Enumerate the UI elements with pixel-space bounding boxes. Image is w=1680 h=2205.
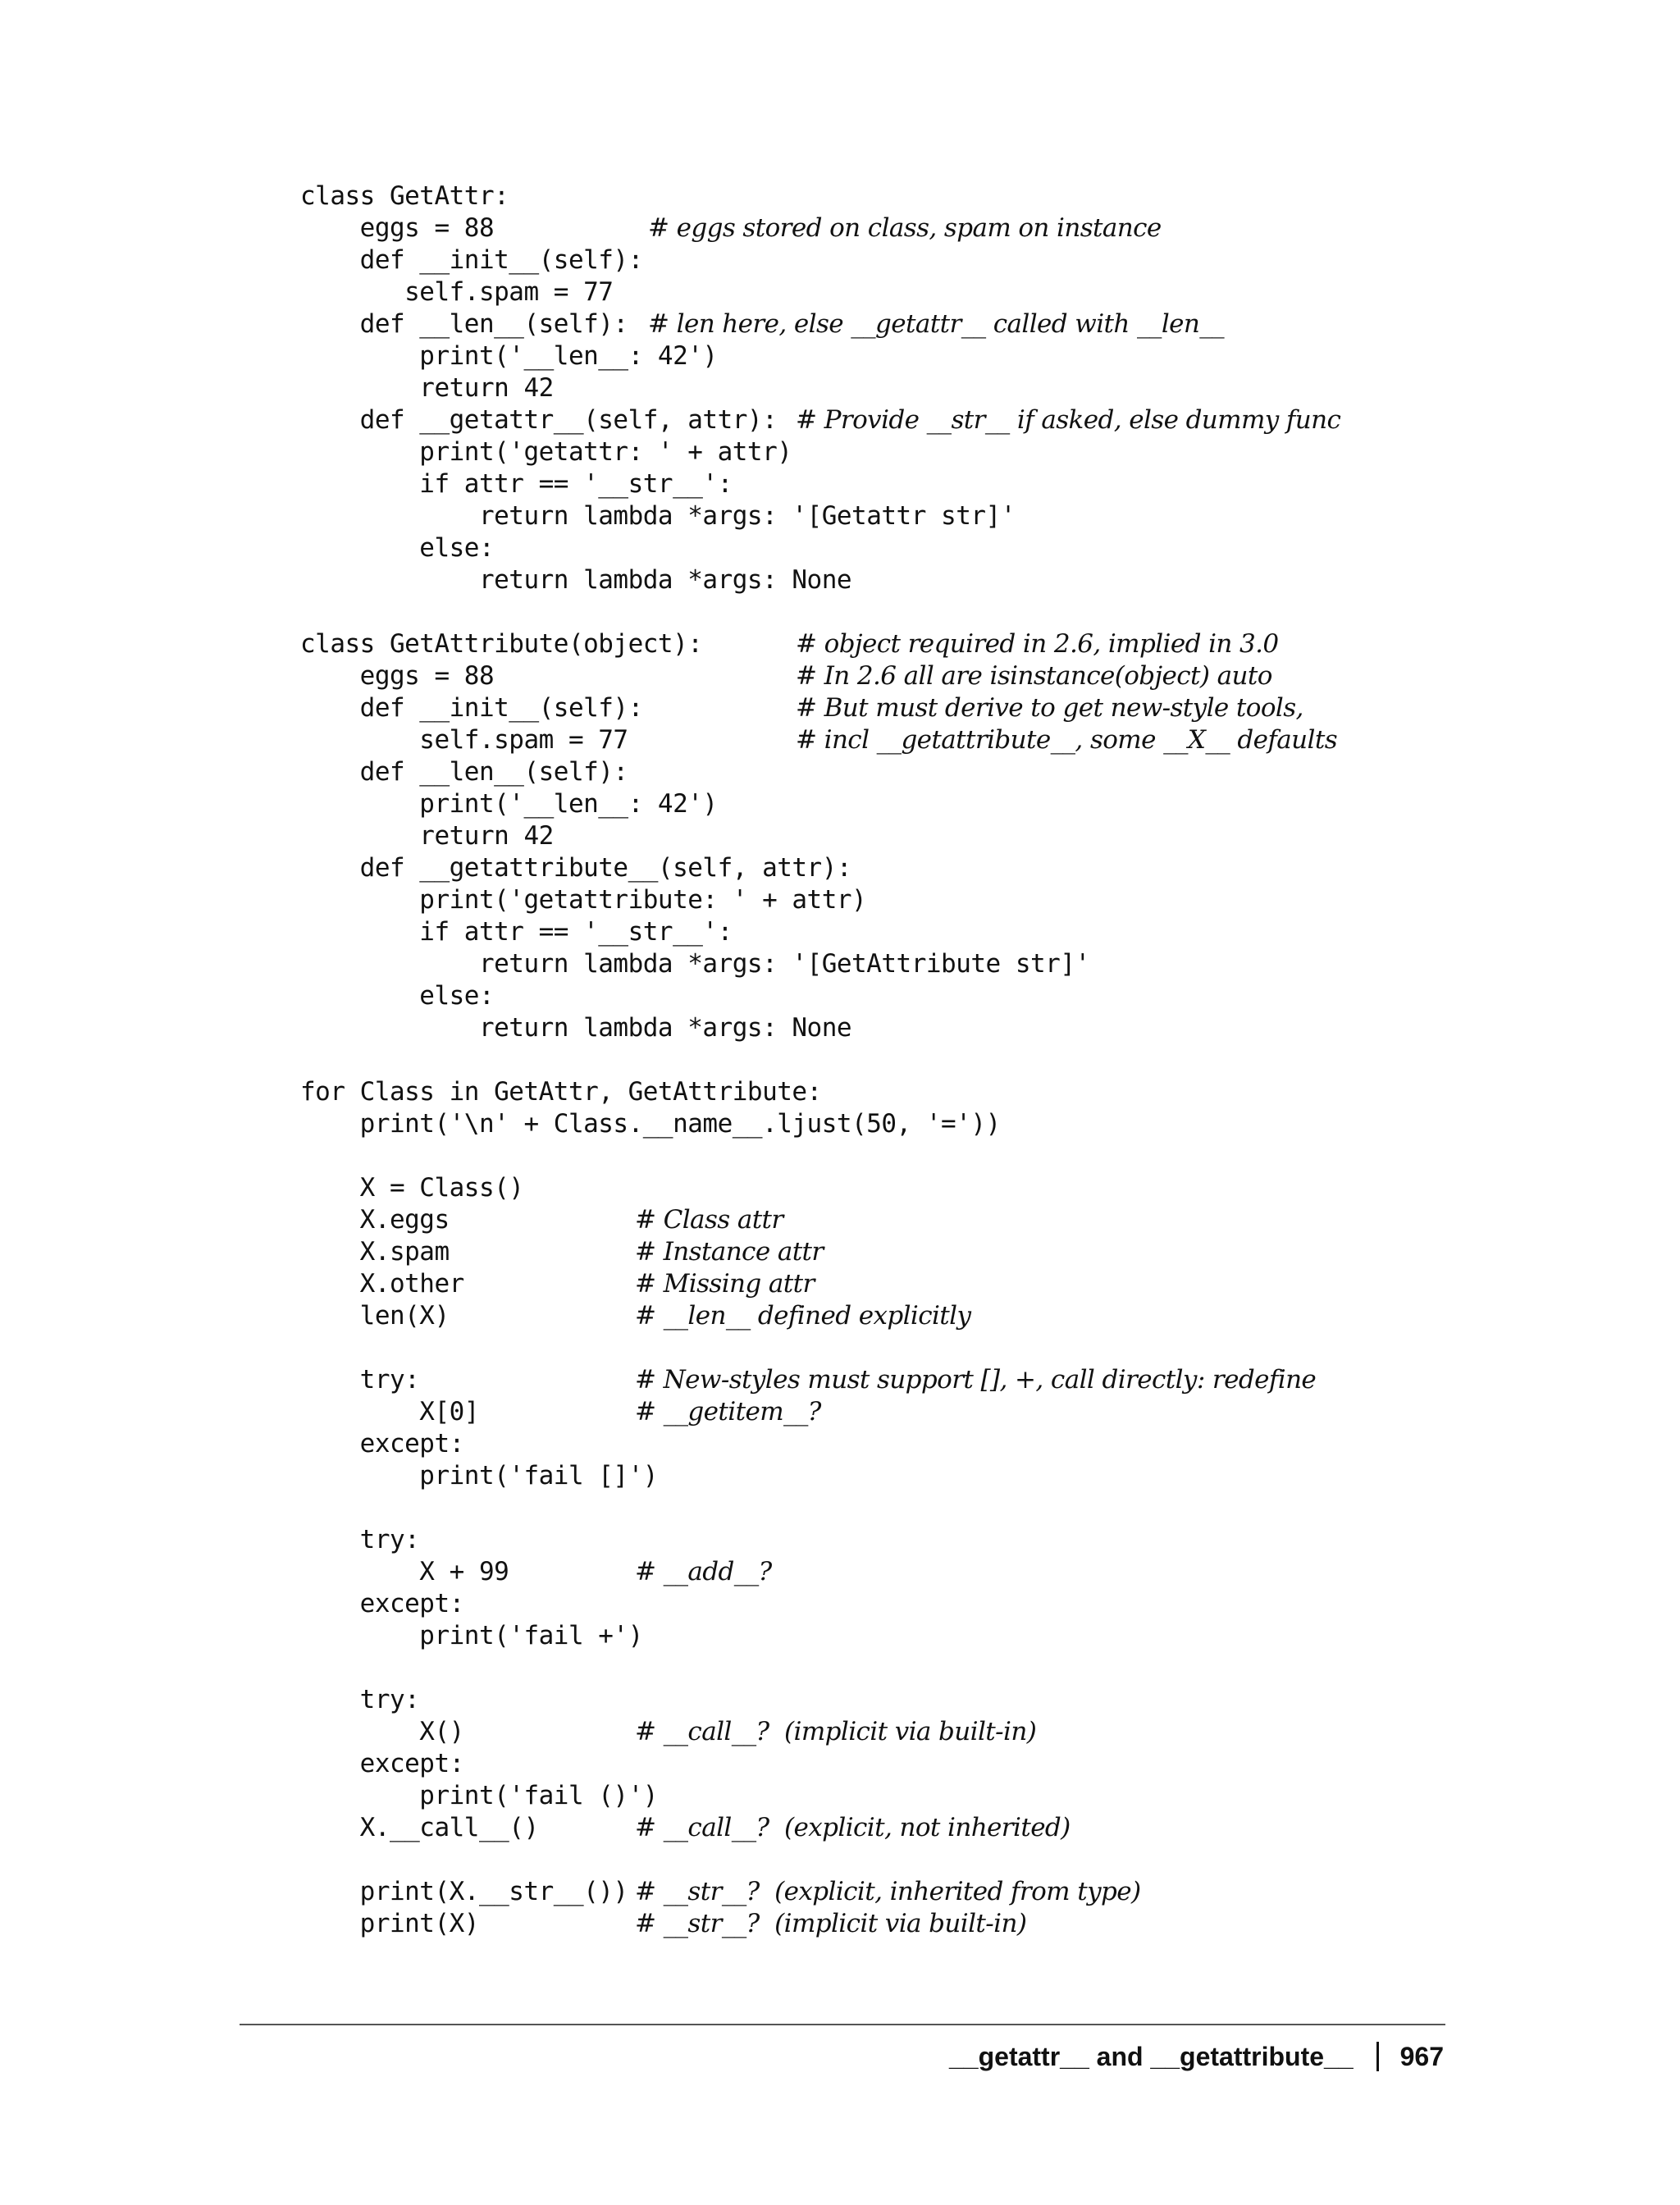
code-text: X.spam <box>300 1237 450 1267</box>
code-text: class GetAttr: <box>300 181 509 211</box>
code-comment: # __str__? (explicit, inherited from type) <box>635 1877 1141 1906</box>
footer-rule <box>240 2024 1445 2025</box>
code-text: print(X.__str__()) <box>300 1877 628 1906</box>
code-line <box>300 276 1646 308</box>
code-line <box>300 980 1646 1012</box>
code-line <box>300 1332 1646 1364</box>
code-text: except: <box>300 1749 464 1778</box>
code-line <box>300 404 1646 436</box>
code-text: return lambda *args: None <box>300 565 852 595</box>
code-line <box>300 724 1646 756</box>
code-text: return 42 <box>300 821 554 851</box>
code-comment: # len here, else __getattr__ called with __len__ <box>648 309 1225 339</box>
code-line <box>300 788 1646 820</box>
code-comment: # __str__? (implicit via built-in) <box>635 1909 1027 1938</box>
code-text: print('fail +') <box>300 1621 643 1650</box>
code-comment: # Class attr <box>635 1205 783 1235</box>
code-text: self.spam = 77 <box>300 725 628 755</box>
code-comment: # Instance attr <box>635 1237 824 1267</box>
code-comment: # eggs stored on class, spam on instance <box>648 213 1162 243</box>
code-text: else: <box>300 981 495 1011</box>
code-comment: # __len__ defined explicitly <box>635 1301 971 1331</box>
code-line <box>300 212 1646 244</box>
code-line <box>300 1428 1646 1460</box>
code-line <box>300 1556 1646 1588</box>
code-line <box>300 1140 1646 1172</box>
code-line <box>300 1108 1646 1140</box>
code-line <box>300 852 1646 884</box>
code-text: X.other <box>300 1269 464 1299</box>
code-line <box>300 500 1646 532</box>
page-number: 967 <box>1399 2042 1444 2071</box>
code-line <box>300 1076 1646 1108</box>
code-text: print('__len__: 42') <box>300 789 718 819</box>
code-text: try: <box>300 1685 420 1714</box>
code-text: def __getattr__(self, attr): <box>300 405 778 435</box>
code-line <box>300 1748 1646 1780</box>
code-line <box>300 1812 1646 1844</box>
code-line <box>300 1364 1646 1396</box>
code-line <box>300 692 1646 724</box>
code-text: def __init__(self): <box>300 245 643 275</box>
code-line <box>300 340 1646 372</box>
code-text: def __len__(self): <box>300 309 628 339</box>
code-text: def __getattribute__(self, attr): <box>300 853 852 883</box>
code-comment: # __getitem__? <box>635 1397 821 1427</box>
code-line <box>300 1908 1646 1940</box>
code-text: self.spam = 77 <box>300 277 614 307</box>
code-line <box>300 1396 1646 1428</box>
code-line <box>300 1492 1646 1524</box>
code-text: X + 99 <box>300 1557 509 1586</box>
code-line <box>300 1684 1646 1716</box>
code-line <box>300 436 1646 468</box>
code-comment: # But must derive to get new-style tools, <box>796 693 1303 723</box>
code-line <box>300 532 1646 564</box>
code-line <box>300 596 1646 628</box>
code-line <box>300 1620 1646 1652</box>
code-text: return lambda *args: None <box>300 1013 852 1043</box>
code-line <box>300 372 1646 404</box>
code-text: try: <box>300 1525 420 1554</box>
code-line <box>300 1172 1646 1204</box>
code-line <box>300 1780 1646 1812</box>
code-text: X() <box>300 1717 464 1746</box>
code-line <box>300 1652 1646 1684</box>
code-comment: # Missing attr <box>635 1269 815 1299</box>
code-text: for Class in GetAttr, GetAttribute: <box>300 1077 822 1107</box>
code-line <box>300 1300 1646 1332</box>
code-comment: # In 2.6 all are isinstance(object) auto <box>796 661 1272 691</box>
code-line <box>300 244 1646 276</box>
code-line <box>300 1236 1646 1268</box>
code-comment: # __call__? (explicit, not inherited) <box>635 1813 1071 1842</box>
code-line <box>300 756 1646 788</box>
code-text: return lambda *args: '[GetAttribute str]' <box>300 949 1090 979</box>
code-text: print('\n' + Class.__name__.ljust(50, '=')) <box>300 1109 1001 1139</box>
code-text: return lambda *args: '[Getattr str]' <box>300 501 1016 531</box>
code-text: class GetAttribute(object): <box>300 629 703 659</box>
code-line <box>300 1044 1646 1076</box>
code-comment: # New-styles must support [], +, call directly: redefine <box>635 1365 1317 1395</box>
code-comment: # object required in 2.6, implied in 3.0 <box>796 629 1279 659</box>
code-text: return 42 <box>300 373 554 403</box>
code-line <box>300 1588 1646 1620</box>
code-text: X.__call__() <box>300 1813 539 1842</box>
code-text: X = Class() <box>300 1173 524 1203</box>
code-text: len(X) <box>300 1301 450 1331</box>
code-listing <box>300 180 1646 1940</box>
code-line <box>300 820 1646 852</box>
code-text: X.eggs <box>300 1205 450 1235</box>
code-text: print('fail []') <box>300 1461 658 1491</box>
code-text: if attr == '__str__': <box>300 469 733 499</box>
code-line <box>300 1268 1646 1300</box>
code-line <box>300 1204 1646 1236</box>
footer-separator <box>1376 2042 1379 2071</box>
code-line <box>300 1012 1646 1044</box>
code-line <box>300 564 1646 596</box>
code-text: def __len__(self): <box>300 757 628 787</box>
code-comment: # Provide __str__ if asked, else dummy func <box>796 405 1341 435</box>
code-text: else: <box>300 533 495 563</box>
code-text: except: <box>300 1589 464 1618</box>
code-line <box>300 1524 1646 1556</box>
code-text: print('getattribute: ' + attr) <box>300 885 867 915</box>
code-line <box>300 1716 1646 1748</box>
code-line <box>300 1876 1646 1908</box>
code-text: eggs = 88 <box>300 213 495 243</box>
code-line <box>300 308 1646 340</box>
code-line <box>300 1460 1646 1492</box>
code-comment: # __add__? <box>635 1557 772 1586</box>
code-text: try: <box>300 1365 420 1395</box>
code-comment: # incl __getattribute__, some __X__ defaults <box>796 725 1338 755</box>
code-line <box>300 1844 1646 1876</box>
code-comment: # __call__? (implicit via built-in) <box>635 1717 1037 1746</box>
code-line <box>300 628 1646 660</box>
code-line <box>300 468 1646 500</box>
code-text: X[0] <box>300 1397 479 1427</box>
page-footer <box>949 2036 1444 2077</box>
code-text: print('fail ()') <box>300 1781 658 1810</box>
code-line <box>300 180 1646 212</box>
code-text: print('getattr: ' + attr) <box>300 437 792 467</box>
code-line <box>300 660 1646 692</box>
code-line <box>300 948 1646 980</box>
code-text: except: <box>300 1429 464 1459</box>
code-line <box>300 884 1646 916</box>
code-text: print(X) <box>300 1909 479 1938</box>
footer-section-title: __getattr__ and __getattribute__ <box>949 2042 1354 2071</box>
code-line <box>300 916 1646 948</box>
code-text: if attr == '__str__': <box>300 917 733 947</box>
code-text: eggs = 88 <box>300 661 495 691</box>
code-text: def __init__(self): <box>300 693 643 723</box>
code-text: print('__len__: 42') <box>300 341 718 371</box>
